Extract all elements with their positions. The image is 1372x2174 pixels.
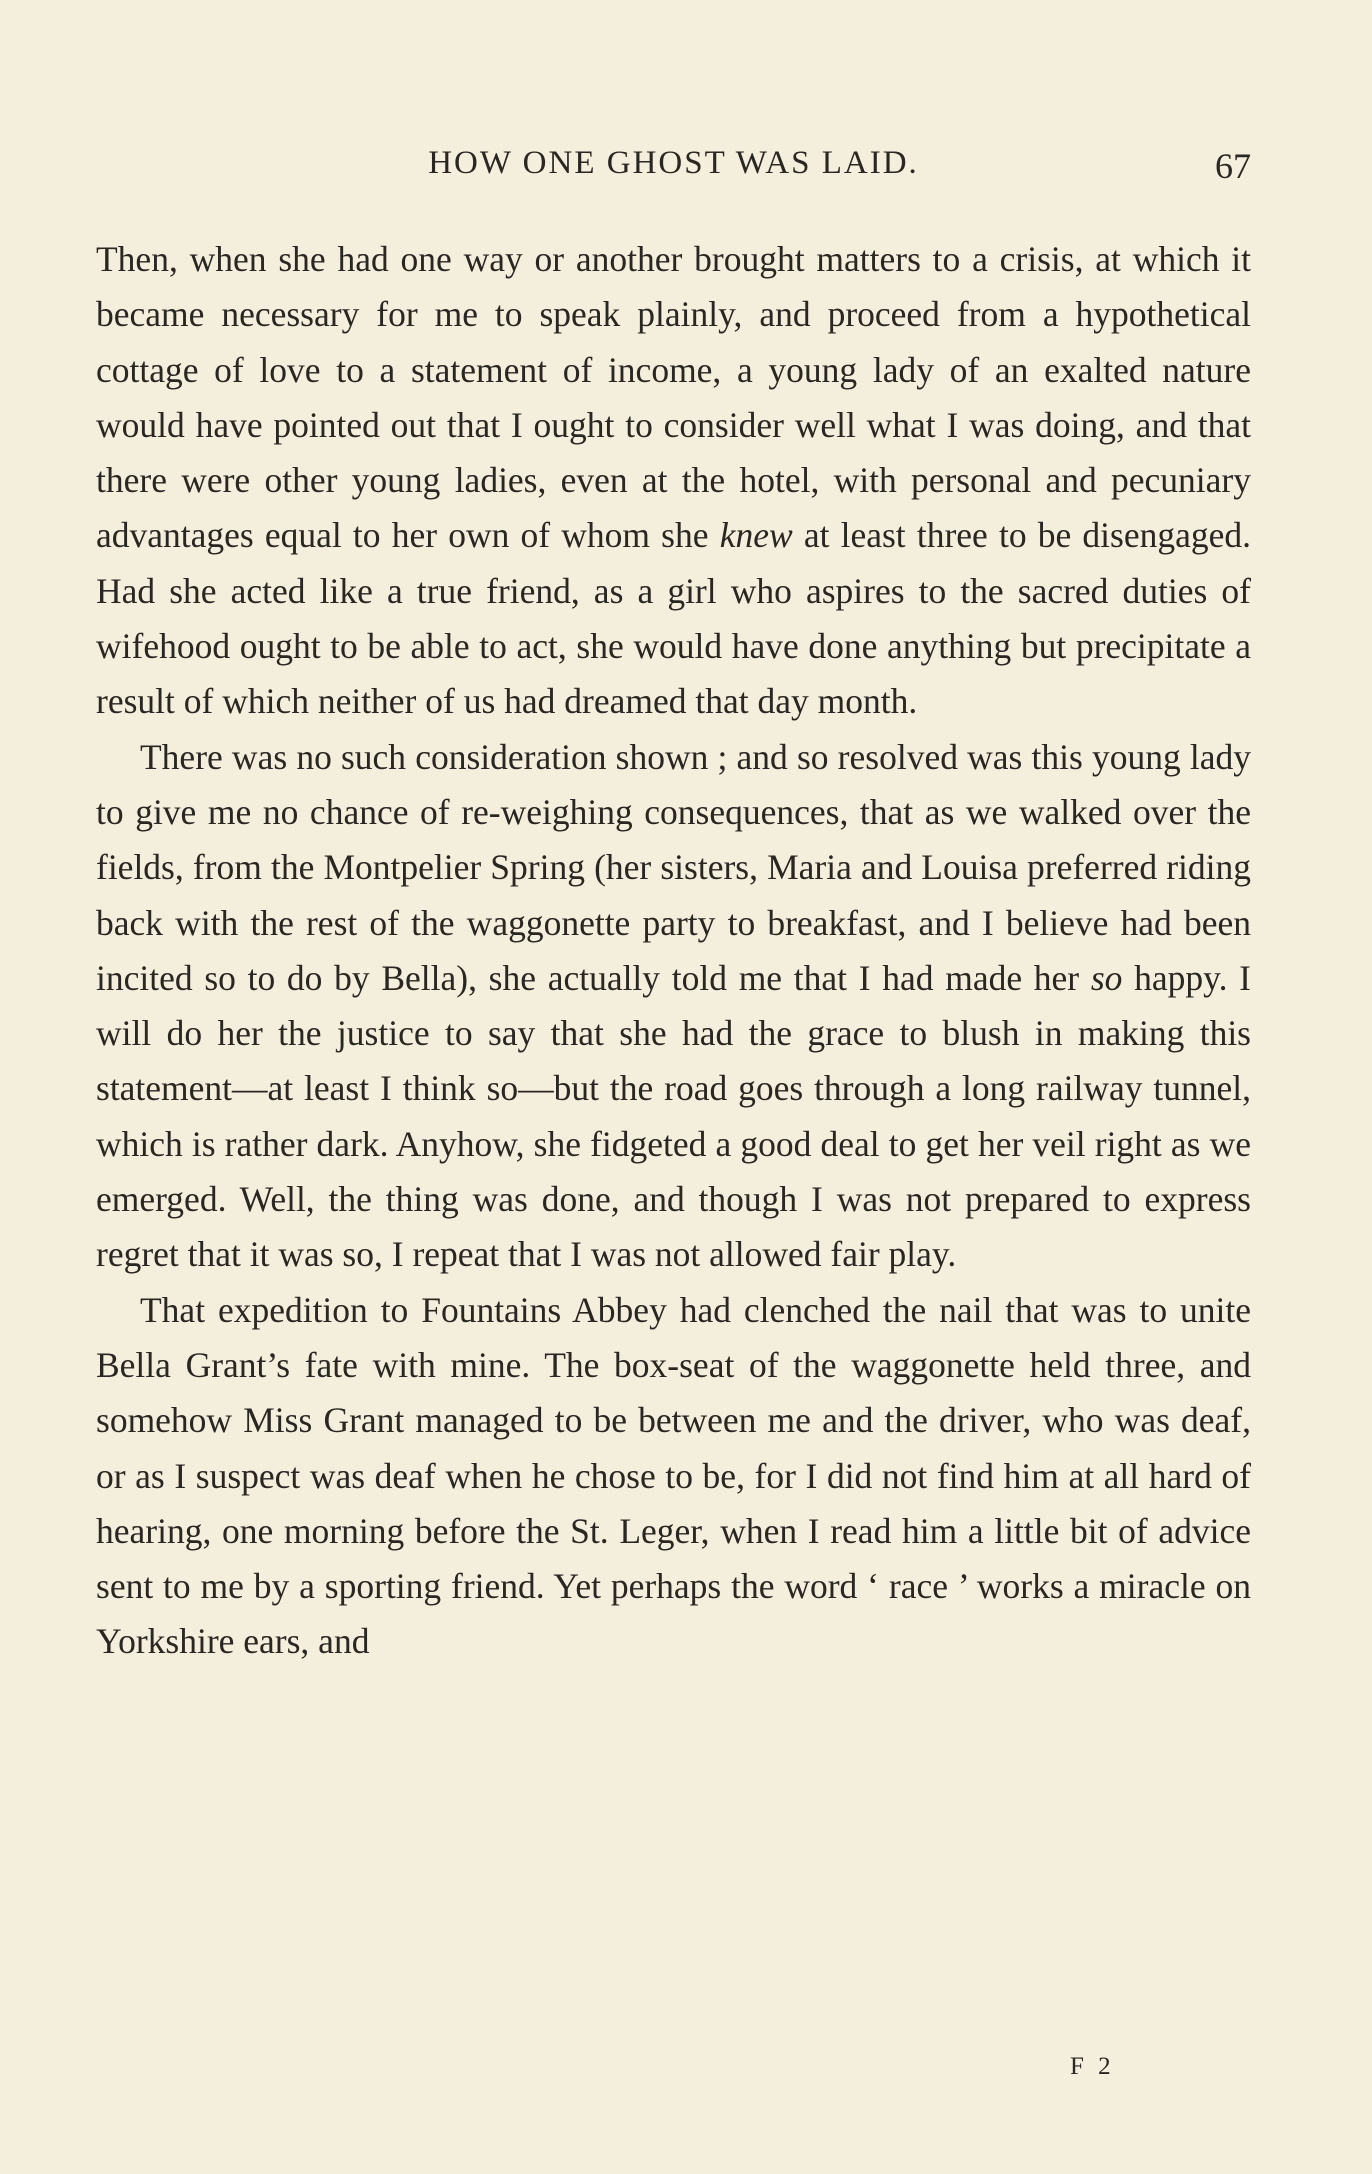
text-segment: That expedition to Fountains Abbey had clenched the nail that was to unite Bella Grant’s fate with mine. The box-seat of the waggonette held three, and somehow Miss Grant managed to be between me and the driver, who was deaf, or as I suspect was deaf when he chose to be, for I did not find him at all hard of hearing, one morning before the St. Leger, when I read him a little bit of advice sent to me by a sporting friend. Yet perhaps the word ‘ race ’ works a miracle on Yorkshire ears, and (96, 1289, 1251, 1662)
page-header (96, 145, 1251, 189)
paragraph-3 (96, 1283, 1251, 1670)
italic-segment: knew (719, 515, 793, 556)
page-number: 67 (1215, 146, 1251, 186)
text-segment: happy. I will do her the justice to say that she had the grace to blush in making this statement—at least I think so—but the road goes through a long railway tunnel, which is rather dark. Anyhow, she fidgeted a good deal to get her veil right as we emerged. Well, the thing was done, and though I was not prepared to express regret that it was so, I repeat that I was not allowed fair play. (96, 957, 1251, 1275)
running-head: HOW ONE GHOST WAS LAID. (428, 145, 919, 181)
text-segment: at least three to be disengaged. Had she acted like a true friend, as a girl who aspires to the sacred duties of wifehood ought to be able to act, she would have done anything but precipitate a result of which neither of us had dreamed that day month. (96, 515, 1251, 722)
paragraph-1 (96, 232, 1251, 730)
text-segment: Then, when she had one way or another brought matters to a crisis, at which it became necessary for me to speak plainly, and proceed from a hypothetical cottage of love to a statement of income, a young lady of an exalted nature would have pointed out that I ought to consider well what I was doing, and that there were other young ladies, even at the hotel, with personal and pecuniary advantages equal to her own of whom she (96, 239, 1251, 556)
body-text (96, 232, 1251, 1670)
paragraph-2 (96, 730, 1251, 1283)
signature-mark: F 2 (1070, 2053, 1115, 2080)
italic-segment: so (1090, 957, 1123, 998)
text-segment: There was no such consideration shown ; and so resolved was this young lady to give me no chance of re-weighing consequences, that as we walked over the fields, from the Montpelier Spring (her sisters, Maria and Louisa preferred riding back with the rest of the waggonette party to breakfast, and I believe had been incited so to do by Bella), she actually told me that I had made her (96, 736, 1251, 998)
